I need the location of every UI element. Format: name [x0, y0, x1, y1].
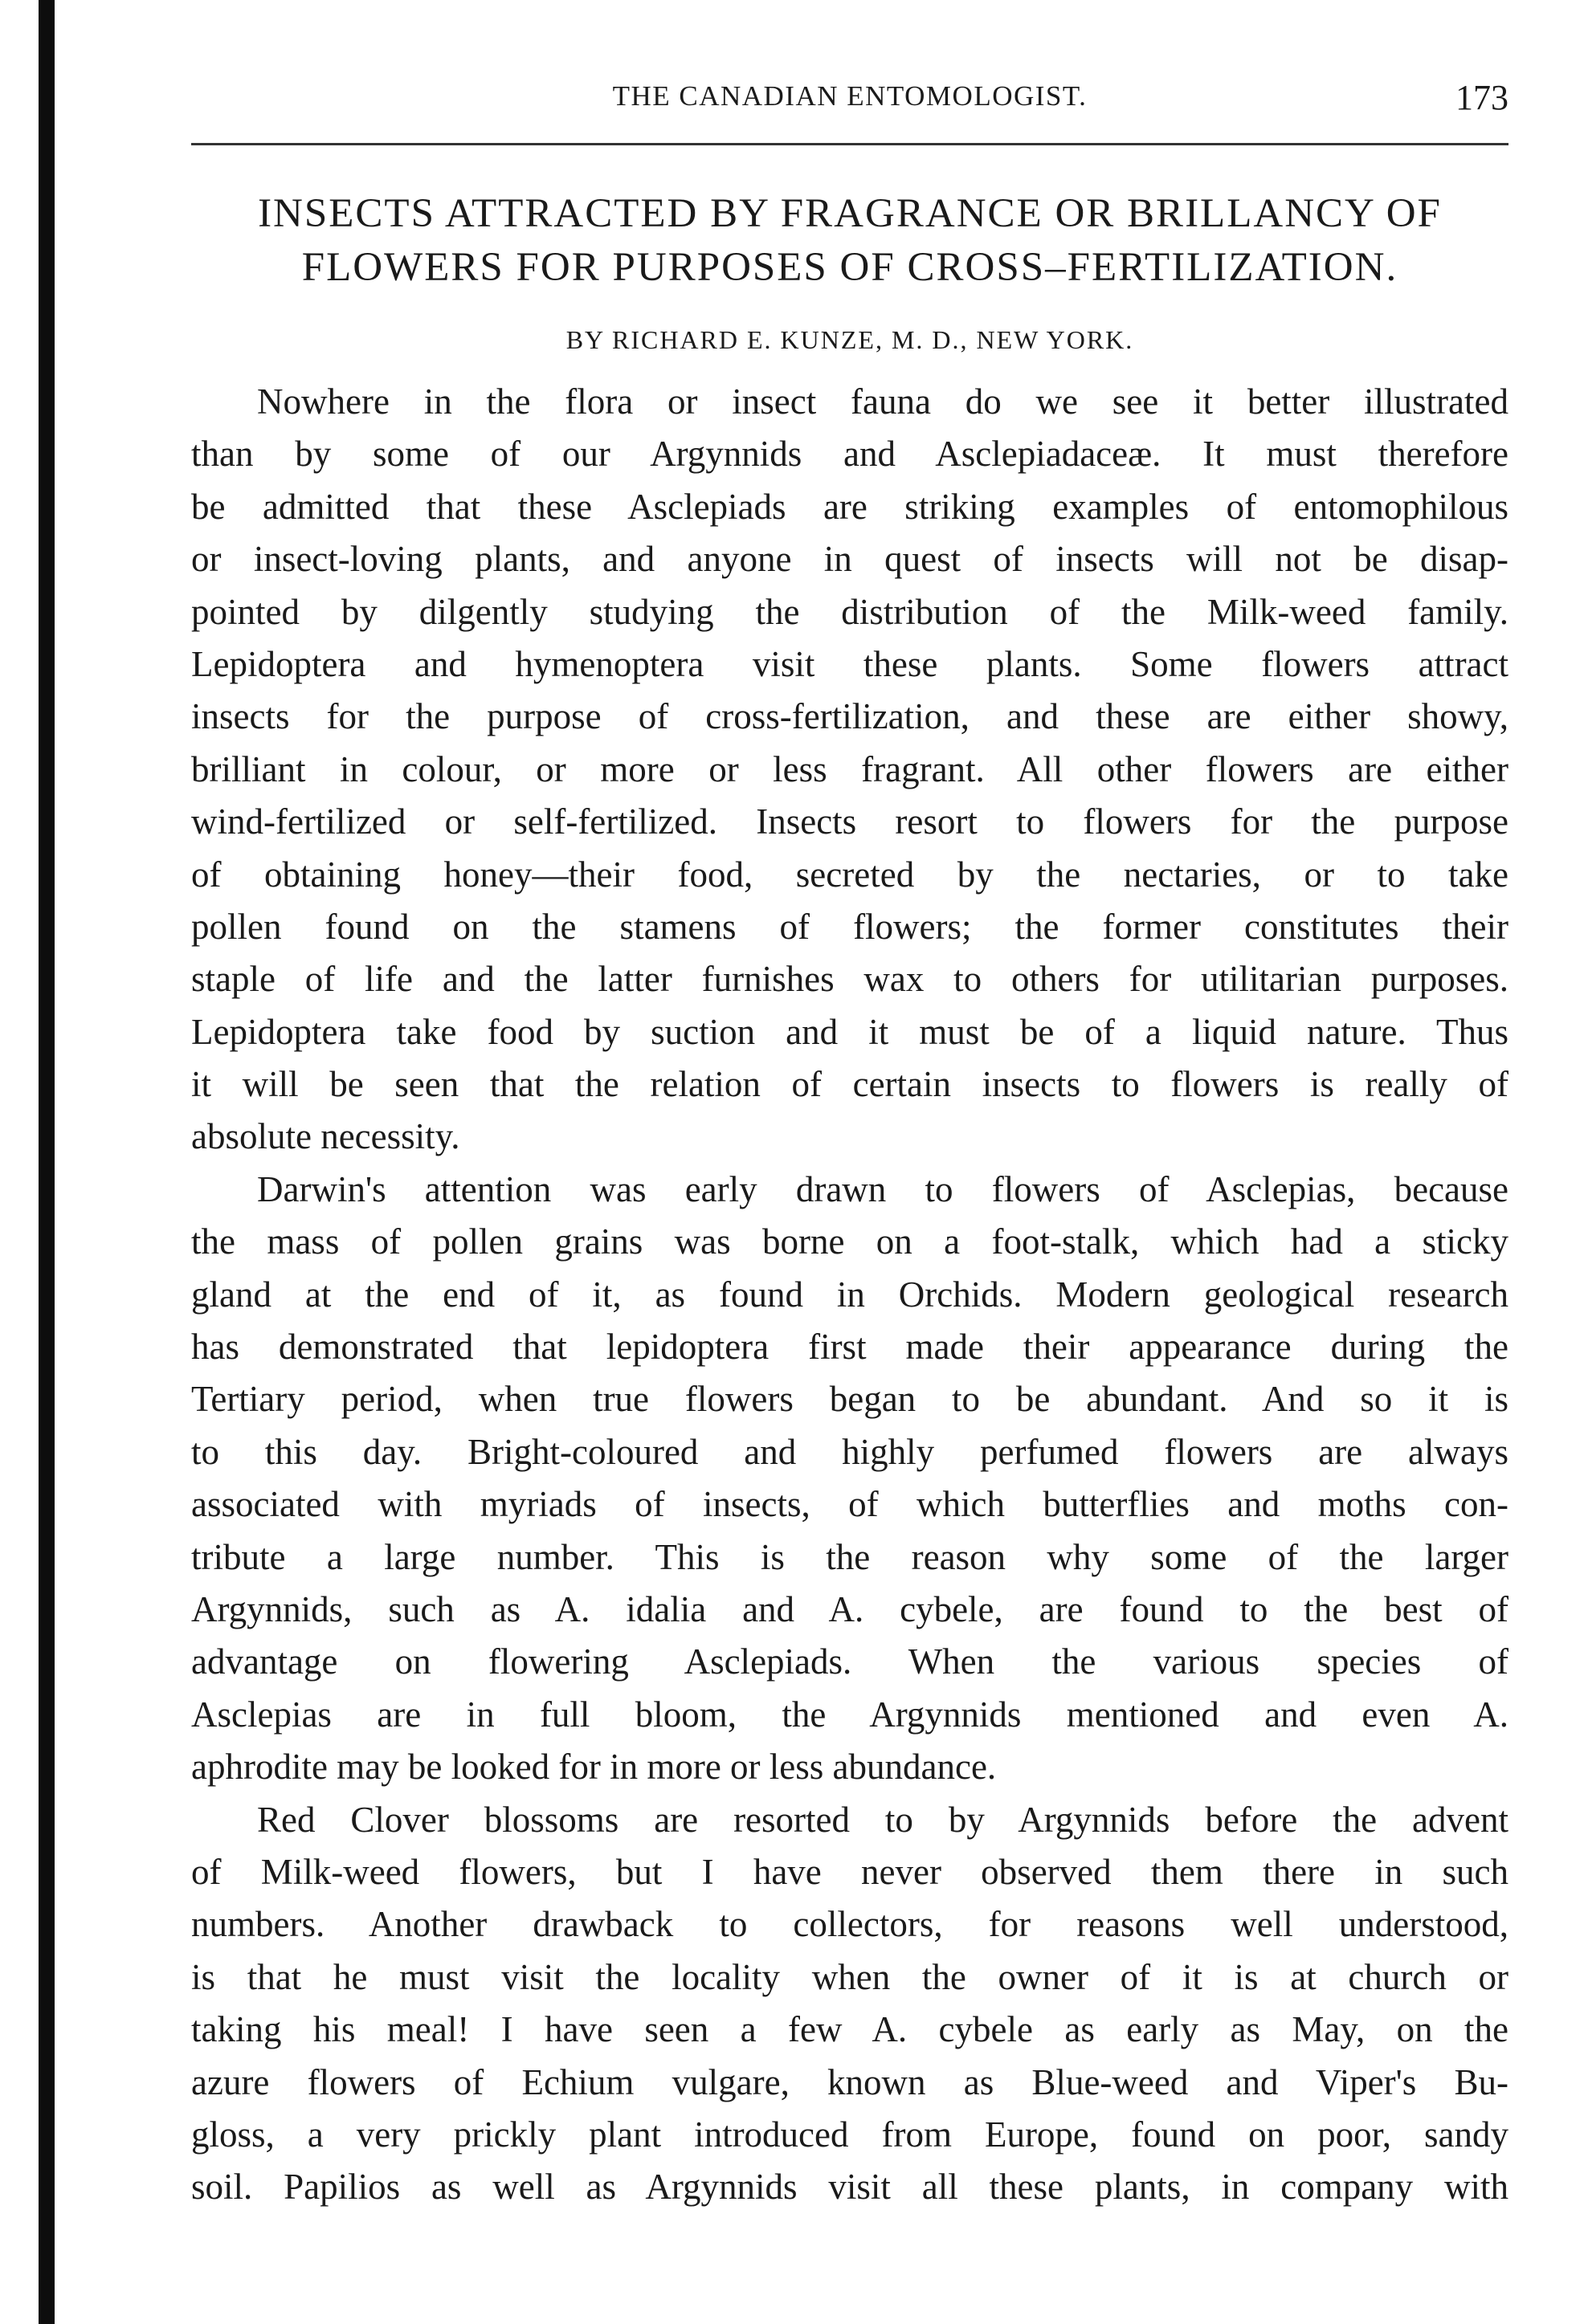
- document-page: [191, 80, 1508, 2214]
- text-line: azure flowers of Echium vulgare, known as Blue-weed and Viper's Bu-: [191, 2061, 1508, 2102]
- text-line: tribute a large number. This is the reason why some of the larger: [191, 1536, 1508, 1577]
- text-line: Red Clover blossoms are resorted to by Argynnids before the advent: [257, 1799, 1508, 1840]
- text-line: be admitted that these Asclepiads are striking examples of entomophilous: [191, 486, 1508, 527]
- text-line: Argynnids, such as A. idalia and A. cybele, are found to the best of: [191, 1588, 1508, 1629]
- text-line: it will be seen that the relation of certain insects to flowers is really of: [191, 1064, 1508, 1105]
- article-byline: BY RICHARD E. KUNZE, M. D., NEW YORK.: [565, 325, 1134, 354]
- text-line: of obtaining honey—their food, secreted by the nectaries, or to take: [191, 854, 1508, 895]
- text-line: soil. Papilios as well as Argynnids visit all these plants, in company with: [191, 2167, 1508, 2208]
- text-line: aphrodite may be looked for in more or less abundance.: [191, 1747, 997, 1788]
- text-line: to this day. Bright-coloured and highly perfumed flowers are always: [191, 1431, 1508, 1472]
- running-head: [191, 80, 1508, 128]
- text-line: pointed by dilgently studying the distribution of the Milk-weed family.: [191, 591, 1508, 632]
- text-line: insects for the purpose of cross-fertilization, and these are either showy,: [191, 696, 1508, 737]
- text-line: the mass of pollen grains was borne on a foot-stalk, which had a sticky: [191, 1221, 1508, 1262]
- text-line: staple of life and the latter furnishes wax to others for utilitarian purposes.: [191, 959, 1508, 1000]
- text-line: Nowhere in the flora or insect fauna do we see it better illustrated: [257, 381, 1508, 422]
- text-line: of Milk-weed flowers, but I have never observed them there in such: [191, 1851, 1508, 1892]
- text-line: taking his meal! I have seen a few A. cybele as early as May, on the: [191, 2009, 1508, 2050]
- text-line: Asclepias are in full bloom, the Argynnids mentioned and even A.: [191, 1694, 1508, 1735]
- page-number: 173: [1455, 78, 1508, 117]
- text-line: gloss, a very prickly plant introduced from Europe, found on poor, sandy: [191, 2114, 1508, 2155]
- scan-binding-edge: [39, 0, 55, 2324]
- article-title-line: INSECTS ATTRACTED BY FRAGRANCE OR BRILLANCY OF: [258, 191, 1442, 236]
- paragraph-1: [191, 376, 1508, 1164]
- article-title-line: FLOWERS FOR PURPOSES OF CROSS–FERTILIZATION.: [301, 245, 1398, 290]
- journal-title: THE CANADIAN ENTOMOLOGIST.: [612, 80, 1088, 112]
- text-line: Darwin's attention was early drawn to flowers of Asclepias, because: [257, 1168, 1508, 1209]
- text-line: associated with myriads of insects, of which butterflies and moths con-: [191, 1484, 1508, 1525]
- header-rule: [191, 143, 1508, 145]
- text-line: is that he must visit the locality when the owner of it is at church or: [191, 1956, 1508, 1997]
- text-line: gland at the end of it, as found in Orchids. Modern geological research: [191, 1274, 1508, 1315]
- text-line: advantage on flowering Asclepiads. When the various species of: [191, 1641, 1508, 1682]
- article-title: [191, 187, 1508, 295]
- text-line: or insect-loving plants, and anyone in quest of insects will not be disap-: [191, 539, 1508, 580]
- text-line: pollen found on the stamens of flowers; the former constitutes their: [191, 906, 1508, 947]
- text-line: Lepidoptera take food by suction and it must be of a liquid nature. Thus: [191, 1011, 1508, 1052]
- text-line: wind-fertilized or self-fertilized. Insects resort to flowers for the purpose: [191, 801, 1508, 842]
- text-line: than by some of our Argynnids and Asclepiadaceæ. It must therefore: [191, 434, 1508, 475]
- text-line: Lepidoptera and hymenoptera visit these plants. Some flowers attract: [191, 643, 1508, 684]
- text-line: numbers. Another drawback to collectors, for reasons well understood,: [191, 1904, 1508, 1945]
- text-line: absolute necessity.: [191, 1116, 460, 1157]
- text-line: brilliant in colour, or more or less fragrant. All other flowers are either: [191, 748, 1508, 789]
- paragraph-2: [191, 1164, 1508, 1794]
- paragraph-3: [191, 1794, 1508, 2214]
- text-line: has demonstrated that lepidoptera first made their appearance during the: [191, 1327, 1508, 1368]
- text-line: Tertiary period, when true flowers began to be abundant. And so it is: [191, 1379, 1508, 1420]
